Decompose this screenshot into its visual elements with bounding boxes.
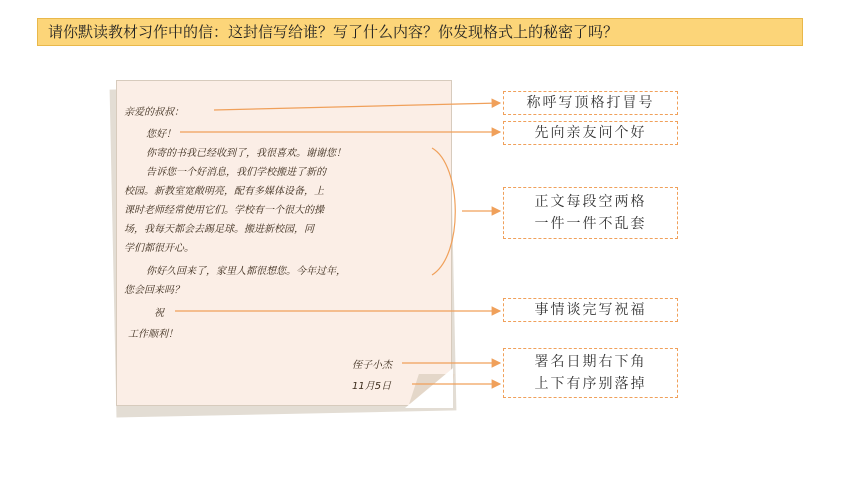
annotation-text: 上下有序别落掉 (534, 376, 647, 392)
annotation-signature-date (503, 348, 678, 398)
letter-closing: 祝 (154, 308, 164, 319)
letter-body-line: 课时老师经常使用它们。学校有一个很大的操 (124, 205, 324, 216)
letter-signature: 侄子小杰 (352, 360, 392, 371)
bracket-body (432, 148, 455, 275)
annotation-greeting (503, 121, 678, 145)
connector-salutation (214, 103, 500, 110)
letter-body-line: 你好久回来了，家里人都很想您。今年过年， (146, 266, 346, 277)
annotation-text: 事情谈完写祝福 (534, 302, 647, 318)
letter-body-line: 你寄的书我已经收到了，我很喜欢。谢谢您！ (146, 148, 346, 159)
letter-body-line: 校园。新教室宽敞明亮，配有多媒体设备，上 (124, 186, 324, 197)
annotation-body (503, 187, 678, 239)
letter-date: 11月5日 (352, 381, 392, 392)
annotation-text: 一件一件不乱套 (534, 216, 647, 232)
letter-body-line: 告诉您一个好消息，我们学校搬进了新的 (146, 167, 326, 178)
letter-greeting: 您好！ (146, 129, 176, 140)
letter-body-line: 场，我每天都会去踢足球。搬进新校园，同 (124, 224, 314, 235)
annotation-text: 称呼写顶格打冒号 (526, 95, 655, 111)
prompt-banner: 请你默读教材习作中的信：这封信写给谁？写了什么内容？你发现格式上的秘密了吗？ (37, 18, 803, 46)
annotation-text: 正文每段空两格 (534, 194, 647, 210)
letter-body-line: 学们都很开心。 (124, 243, 194, 254)
annotation-salutation (503, 91, 678, 115)
annotation-text: 署名日期右下角 (534, 354, 647, 370)
annotation-text: 先向亲友问个好 (534, 125, 647, 141)
letter-body-line: 您会回来吗？ (124, 285, 184, 296)
letter-closing-wish: 工作顺利！ (128, 329, 178, 340)
letter-salutation: 亲爱的叔叔： (124, 107, 184, 118)
annotation-closing (503, 298, 678, 322)
